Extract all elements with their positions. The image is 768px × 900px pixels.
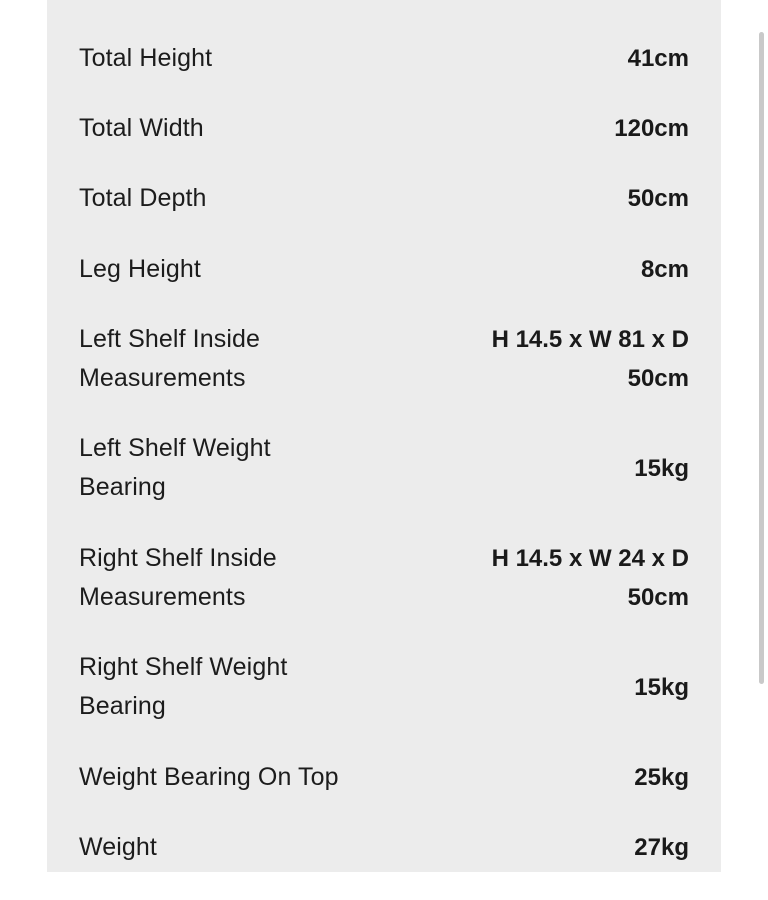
spec-row-total-width [47, 93, 721, 163]
spec-row-right-shelf-inside-measurements [47, 523, 721, 633]
spec-label: Total Depth [79, 184, 207, 213]
spec-value: 41cm [627, 44, 689, 72]
spec-label: Weight Bearing On Top [79, 762, 339, 791]
spec-row-leg-height [47, 234, 721, 304]
spec-row-total-depth [47, 164, 721, 234]
scrollbar-thumb[interactable] [759, 32, 764, 684]
spec-label: Weight [79, 833, 157, 862]
spec-value: 25kg [634, 763, 689, 791]
spec-label: Left Shelf Inside Measurements [79, 324, 260, 392]
spec-value: 8cm [640, 255, 689, 283]
spec-label: Right Shelf Inside Measurements [79, 543, 277, 611]
spec-value: 15kg [634, 454, 689, 482]
spec-value: 27kg [634, 834, 689, 862]
spec-value: 120cm [614, 114, 689, 142]
spec-value: 50cm [627, 185, 689, 213]
spec-label: Leg Height [79, 254, 201, 283]
spec-row-weight-bearing-on-top [47, 742, 721, 812]
spec-label: Right Shelf Weight Bearing [79, 653, 288, 721]
specifications-table [47, 0, 721, 872]
spec-value: H 14.5 x W 24 x D 50cm [491, 544, 689, 611]
spec-value: 15kg [634, 673, 689, 701]
spec-row-weight [47, 812, 721, 882]
spec-label: Total Width [79, 113, 204, 142]
spec-label: Left Shelf Weight Bearing [79, 434, 271, 502]
spec-row-right-shelf-weight-bearing [47, 633, 721, 743]
spec-row-left-shelf-inside-measurements [47, 304, 721, 414]
spec-label: Total Height [79, 43, 213, 72]
spec-row-left-shelf-weight-bearing [47, 414, 721, 524]
spec-row-total-height [47, 23, 721, 93]
spec-value: H 14.5 x W 81 x D 50cm [491, 325, 689, 392]
